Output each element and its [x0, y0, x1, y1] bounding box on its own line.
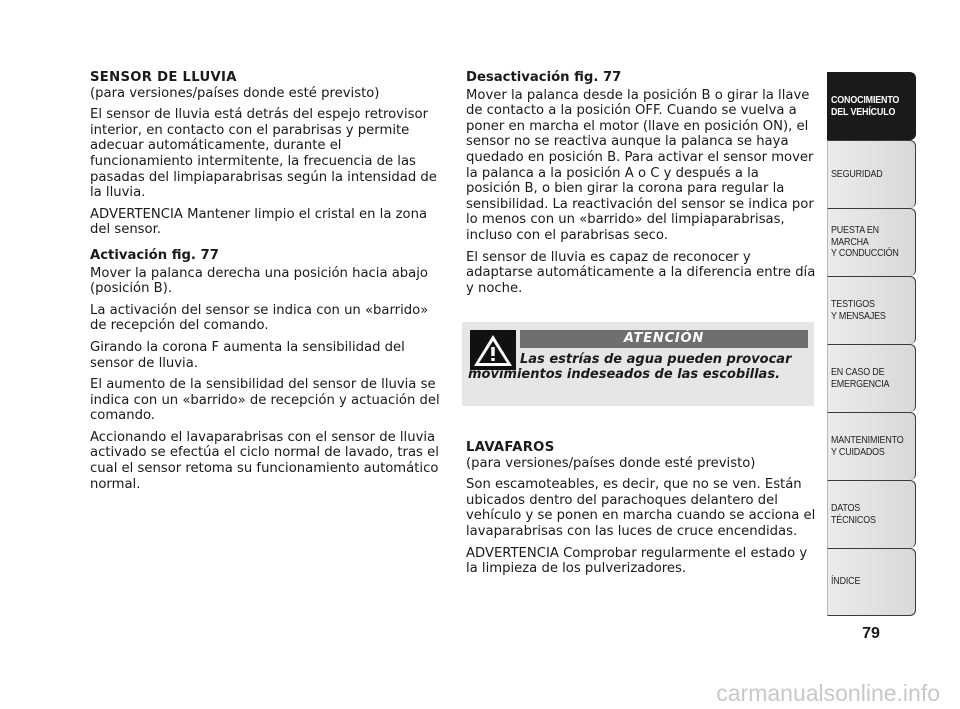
- watermark: carmanualsonline.info: [716, 680, 940, 706]
- tab-indice[interactable]: [827, 548, 916, 616]
- tab-puesta-en-marcha[interactable]: [827, 208, 916, 276]
- tab-label: TESTIGOS Y MENSAJES: [831, 298, 886, 322]
- tab-label: MANTENIMIENTO Y CUIDADOS: [831, 434, 904, 458]
- paragraph: La activación del sensor se indica con un «barrido» de recepción del comando.: [90, 302, 429, 334]
- page-number: 79: [862, 625, 880, 642]
- tab-datos-tecnicos[interactable]: [827, 480, 916, 548]
- tab-seguridad[interactable]: [827, 140, 916, 208]
- paragraph: El sensor de lluvia está detrás del espejo retrovisor interior, en contacto con el parabrisas y permite adecuar automáticamente, durante el funcionamiento intermitente, la frecuencia de las pasadas del limpiaparabrisas según la intensidad de la lluvia.: [90, 107, 437, 201]
- paragraph: El sensor de lluvia es capaz de reconocer y adaptarse automáticamente a la diferencia entre día y noche.: [466, 249, 816, 296]
- tab-label: ÍNDICE: [831, 575, 861, 588]
- chapter-tabs: [827, 72, 916, 616]
- tab-conocimiento-del-vehiculo[interactable]: [827, 72, 916, 140]
- tab-label: CONOCIMIENTO DEL VEHÍCULO: [831, 94, 900, 118]
- activation-heading: Activación fig. 77: [90, 247, 219, 263]
- tab-en-caso-de-emergencia[interactable]: [827, 344, 916, 412]
- section-subtitle: (para versiones/países donde esté previsto): [466, 455, 756, 471]
- paragraph: Accionando el lavaparabrisas con el sensor de lluvia activado se efectúa el ciclo normal de lavado, tras el cual el sensor retoma su funcionamiento automático normal.: [90, 429, 439, 492]
- tab-label: DATOS TÉCNICOS: [831, 502, 876, 526]
- deactivation-heading: Desactivación fig. 77: [466, 70, 622, 85]
- paragraph: El aumento de la sensibilidad del sensor de lluvia se indica con un «barrido» de recepción y actuación del comando.: [90, 377, 440, 424]
- left-column: [90, 70, 440, 498]
- paragraph: Son escamoteables, es decir, que no se ven. Están ubicados dentro del parachoques delantero del vehículo y se ponen en marcha cuando se acciona el lavaparabrisas con las luces de cruce encendidas.: [466, 477, 816, 539]
- section-subtitle: (para versiones/países donde esté previsto): [90, 85, 380, 101]
- paragraph: Mover la palanca desde la posición B o girar la llave de contacto a la posición OFF. Cuando se vuelva a poner en marcha el motor (llave en posición ON), el sensor no se reactiva aunque la palanca se haya quedado en posición B. Para activar el sensor mover la palanca a la posición A o C y después a la posición B, o bien girar la corona para regular la sensibilidad. La reactivación del sensor se indica por lo menos con un «barrido» del limpiaparabrisas, incluso con el parabrisas seco.: [466, 87, 814, 243]
- paragraph-advertencia: ADVERTENCIA Mantener limpio el cristal en la zona del sensor.: [90, 206, 428, 238]
- section-title-headlamp-washers: LAVAFAROS: [466, 440, 555, 455]
- lavafaros-section: [466, 440, 816, 583]
- tab-label: PUESTA EN MARCHA Y CONDUCCIÓN: [831, 224, 899, 260]
- tab-testigos-y-mensajes[interactable]: [827, 276, 916, 344]
- tab-label: EN CASO DE EMERGENCIA: [831, 366, 890, 390]
- tab-label: SEGURIDAD: [831, 167, 883, 180]
- paragraph-advertencia: ADVERTENCIA Comprobar regularmente el estado y la limpieza de los pulverizadores.: [466, 545, 808, 577]
- section-title-rain-sensor: SENSOR DE LLUVIA: [90, 70, 237, 85]
- warning-text: Las estrías de agua pueden provocar movimientos indeseados de las escobillas.: [468, 352, 792, 382]
- tab-mantenimiento[interactable]: [827, 412, 916, 480]
- warning-box: [462, 322, 814, 406]
- warning-header: ATENCIÓN: [520, 330, 808, 348]
- paragraph: Mover la palanca derecha una posición hacia abajo (posición B).: [90, 265, 428, 297]
- right-column: [466, 70, 816, 302]
- paragraph: Girando la corona F aumenta la sensibilidad del sensor de lluvia.: [90, 339, 405, 371]
